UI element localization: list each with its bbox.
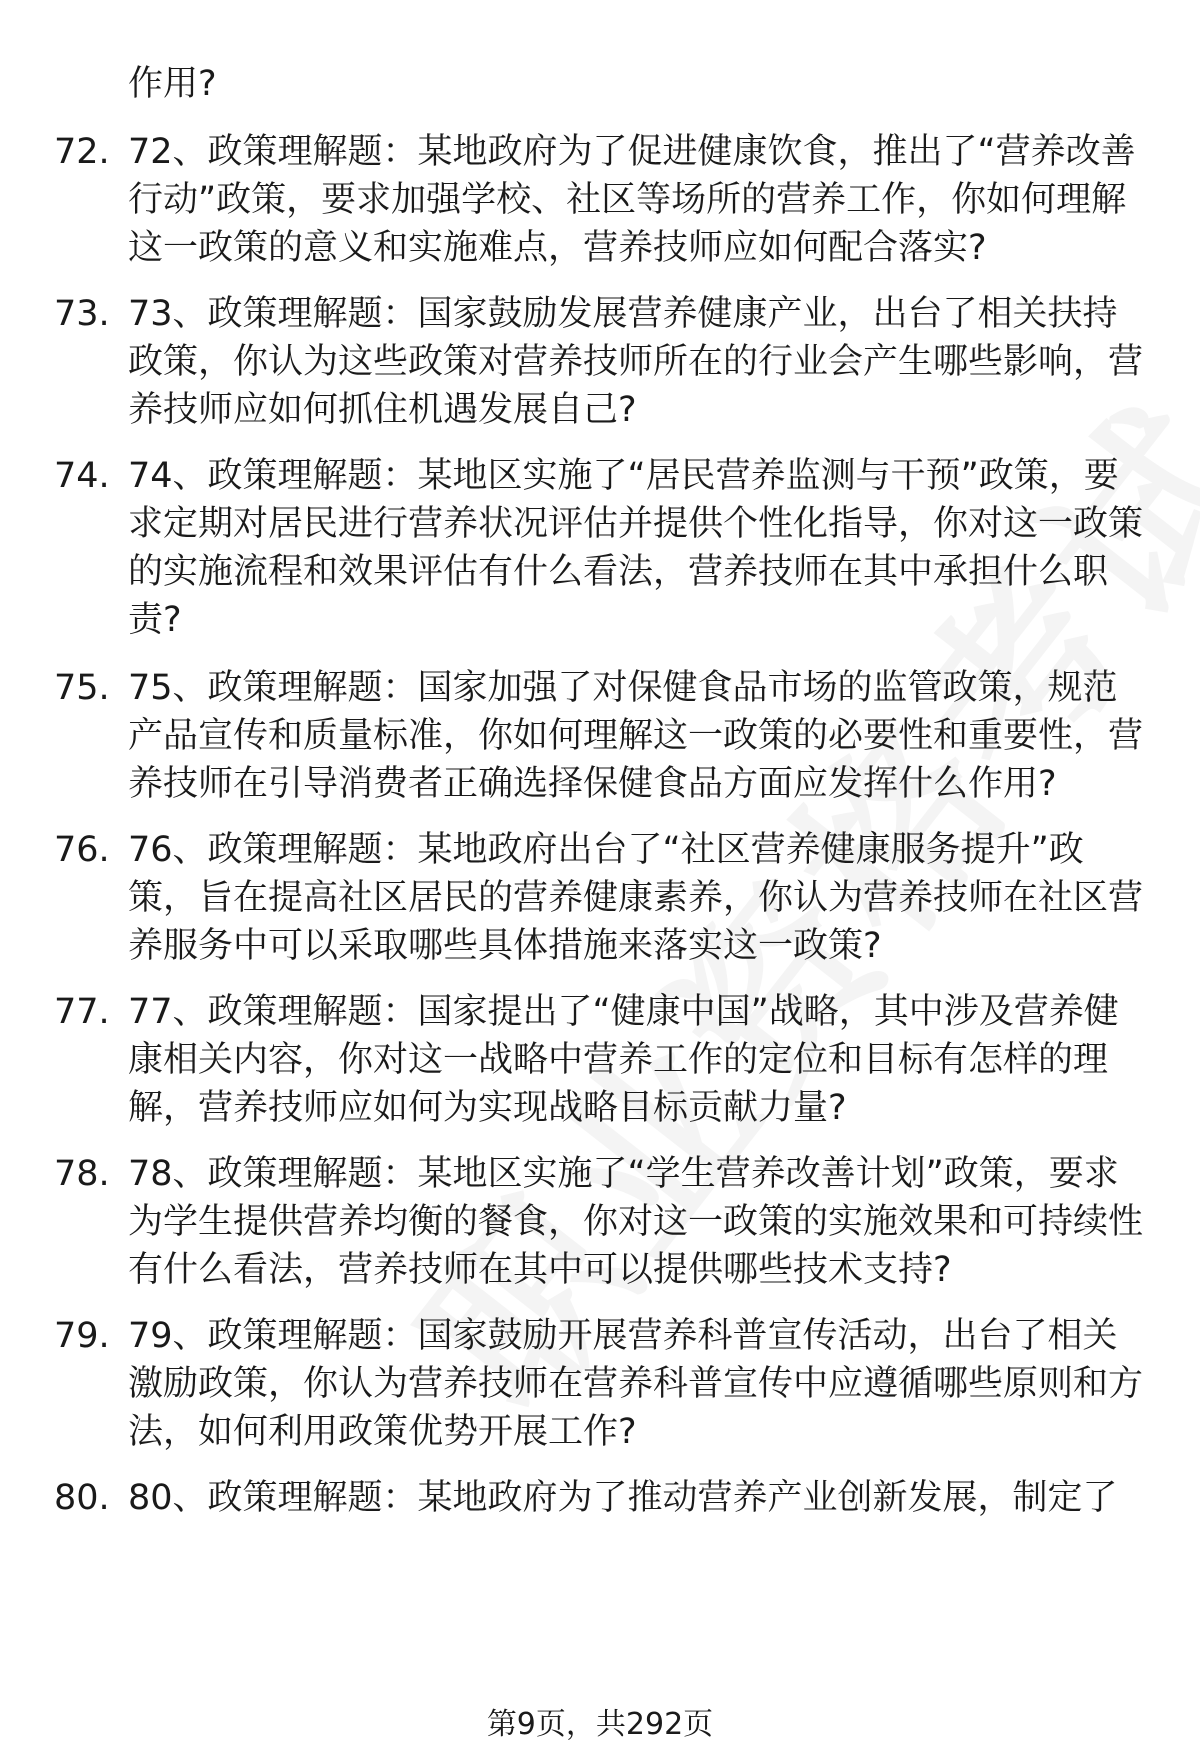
question-text: 74、政策理解题：某地区实施了“居民营养监测与干预”政策，要求定期对居民进行营养状况评估并提供个性化指导，你对这一政策的实施流程和效果评估有什么看法，营养技师在其中承担什么职责?	[128, 456, 1144, 640]
question-number: 77.	[54, 992, 110, 1032]
question-text: 78、政策理解题：某地区实施了“学生营养改善计划”政策，要求为学生提供营养均衡的餐食，你对这一政策的实施效果和可持续性有什么看法，营养技师在其中可以提供哪些技术支持?	[128, 1154, 1144, 1290]
question-number: 75.	[54, 668, 110, 708]
question-number: 73.	[54, 294, 110, 334]
question-text: 72、政策理解题：某地政府为了促进健康饮食，推出了“营养改善行动”政策，要求加强学校、社区等场所的营养工作，你如何理解这一政策的意义和实施难点，营养技师应如何配合落实?	[128, 132, 1136, 268]
question-number: 74.	[54, 456, 110, 496]
question-text: 77、政策理解题：国家提出了“健康中国”战略，其中涉及营养健康相关内容，你对这一战略中营养工作的定位和目标有怎样的理解，营养技师应如何为实现战略目标贡献力量?	[128, 992, 1119, 1128]
page-footer: 第9页，共292页	[486, 1707, 714, 1742]
question-text: 75、政策理解题：国家加强了对保健食品市场的监管政策，规范产品宣传和质量标准，你如何理解这一政策的必要性和重要性，营养技师在引导消费者正确选择保健食品方面应发挥什么作用?	[128, 668, 1144, 804]
question-number: 80.	[54, 1478, 110, 1518]
question-number: 72.	[54, 132, 110, 172]
question-number: 78.	[54, 1154, 110, 1194]
question-text: 76、政策理解题：某地政府出台了“社区营养健康服务提升”政策，旨在提高社区居民的营养健康素养，你认为营养技师在社区营养服务中可以采取哪些具体措施来落实这一政策?	[128, 830, 1144, 966]
question-number: 76.	[54, 830, 110, 870]
question-text: 80、政策理解题：某地政府为了推动营养产业创新发展，制定了	[128, 1478, 1118, 1518]
question-text: 79、政策理解题：国家鼓励开展营养科普宣传活动，出台了相关激励政策，你认为营养技师在营养科普宣传中应遵循哪些原则和方法，如何利用政策优势开展工作?	[128, 1316, 1144, 1452]
continued-text: 作用?	[128, 64, 217, 104]
question-text: 73、政策理解题：国家鼓励发展营养健康产业，出台了相关扶持政策，你认为这些政策对营养技师所在的行业会产生哪些影响，营养技师应如何抓住机遇发展自己?	[128, 294, 1144, 430]
question-number: 79.	[54, 1316, 110, 1356]
